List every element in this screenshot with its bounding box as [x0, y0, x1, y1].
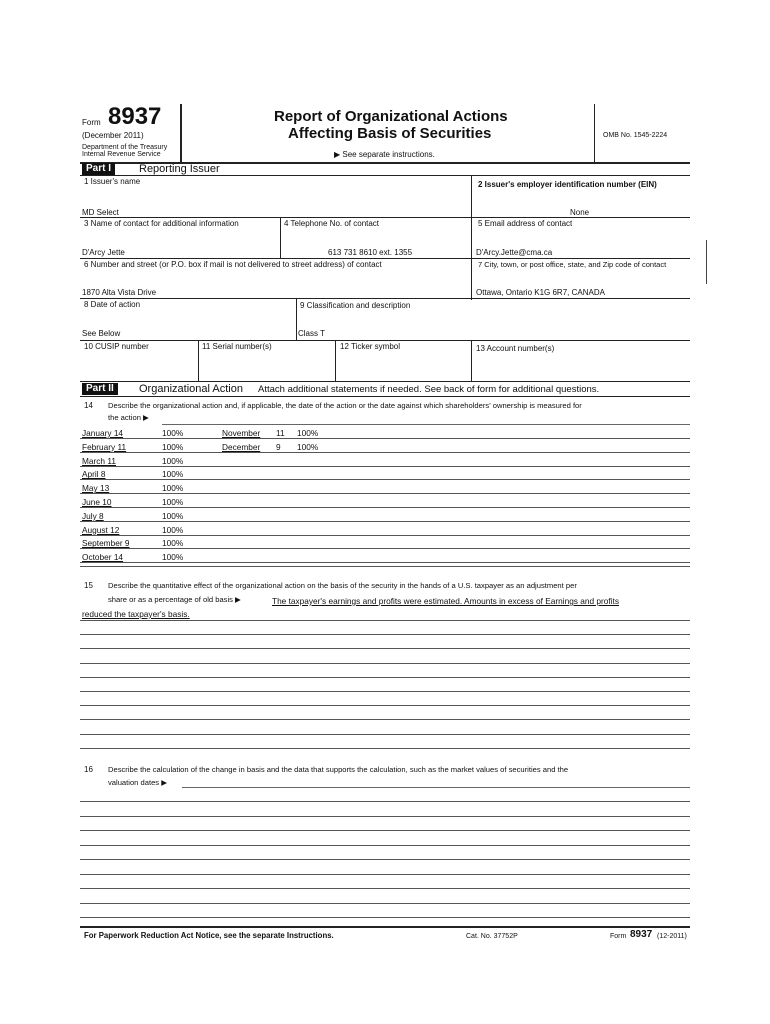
part2-badge: Part II — [82, 383, 118, 395]
answer-line[interactable] — [80, 903, 690, 904]
field-4-value[interactable]: 613 731 8610 ext. 1355 — [328, 248, 413, 257]
answer-line — [80, 521, 690, 522]
field-5-label: 5 Email address of contact — [478, 219, 573, 228]
field-8-value[interactable]: See Below — [82, 329, 121, 338]
field-10-label: 10 CUSIP number — [84, 342, 149, 351]
answer-line — [80, 548, 690, 549]
answer-line — [182, 787, 690, 788]
action-day[interactable]: 9 — [276, 441, 281, 452]
answer-line[interactable] — [80, 859, 690, 860]
form-number: 8937 — [108, 103, 162, 130]
q14-number: 14 — [84, 401, 93, 410]
answer-line[interactable] — [80, 691, 690, 692]
field-divider — [296, 298, 297, 340]
q15-number: 15 — [84, 581, 93, 590]
field-9-value[interactable]: Class T — [298, 329, 325, 338]
action-percent[interactable]: 100% — [162, 441, 184, 452]
action-month[interactable]: December — [222, 441, 261, 452]
see-instructions: ▶ See separate instructions. — [334, 150, 435, 159]
action-percent[interactable]: 100% — [162, 469, 184, 480]
answer-line — [80, 493, 690, 494]
action-percent[interactable]: 100% — [162, 483, 184, 494]
field-6-value[interactable]: 1870 Alta Vista Drive — [82, 288, 157, 297]
answer-line[interactable] — [80, 888, 690, 889]
answer-line[interactable] — [80, 748, 690, 749]
answer-line[interactable] — [80, 917, 690, 918]
field-7-label: 7 City, town, or post office, state, and Zip code of contact — [478, 260, 667, 269]
part2-subtitle: Attach additional statements if needed. See back of form for additional questions. — [258, 384, 600, 395]
form-revision: (December 2011) — [82, 131, 144, 140]
field-divider — [471, 217, 472, 259]
action-date[interactable]: January 14 — [82, 428, 124, 438]
part1-title: Reporting Issuer — [139, 163, 220, 175]
field-divider — [471, 340, 472, 382]
answer-line — [80, 535, 690, 536]
row-rule — [80, 340, 690, 341]
action-date[interactable]: September 9 — [82, 538, 130, 549]
field-5-value[interactable]: D'Arcy.Jette@cma.ca — [476, 248, 553, 257]
answer-line[interactable] — [80, 845, 690, 846]
omb-number: OMB No. 1545-2224 — [603, 132, 668, 139]
part2-title-rule — [80, 396, 690, 397]
action-date[interactable]: August 12 — [82, 524, 120, 535]
answer-line[interactable] — [80, 816, 690, 817]
answer-line[interactable] — [80, 801, 690, 802]
action-date[interactable]: March 11 — [82, 455, 116, 466]
field-divider — [471, 175, 472, 217]
field-2-label: 2 Issuer's employer identification number (EIN) — [478, 180, 657, 189]
field-7-value[interactable]: Ottawa, Ontario K1G 6R7, CANADA — [476, 288, 605, 297]
field-1-value[interactable]: MD Select — [82, 208, 119, 217]
q15-answer-line2[interactable]: reduced the taxpayer's basis. — [82, 609, 190, 619]
field-3-value[interactable]: D'Arcy Jette — [82, 248, 125, 257]
field-4-label: 4 Telephone No. of contact — [284, 219, 380, 228]
action-date[interactable]: April 8 — [82, 469, 106, 480]
answer-line[interactable] — [80, 874, 690, 875]
field-divider — [280, 217, 281, 259]
field-3-label: 3 Name of contact for additional information — [84, 219, 239, 228]
field-2-value[interactable]: None — [570, 208, 590, 217]
action-percent[interactable]: 100% — [297, 428, 319, 438]
field-divider — [471, 258, 472, 300]
answer-line[interactable] — [80, 648, 690, 649]
action-percent[interactable]: 100% — [297, 441, 319, 452]
answer-line[interactable] — [80, 634, 690, 635]
dept-line2: Internal Revenue Service — [82, 151, 161, 158]
header-divider-right — [594, 104, 595, 162]
q14-text-line2: the action ▶ — [108, 413, 149, 422]
q16-number: 16 — [84, 765, 93, 774]
answer-line[interactable] — [80, 677, 690, 678]
dept-line1: Department of the Treasury — [82, 144, 168, 151]
action-day[interactable]: 11 — [276, 428, 285, 438]
q14-text-line1: Describe the organizational action and, if applicable, the date of the action or the date against which shareholders' ownership is measured for — [108, 401, 582, 410]
action-date[interactable]: February 11 — [82, 441, 127, 452]
action-month[interactable]: November — [222, 428, 261, 438]
field-11-label: 11 Serial number(s) — [202, 342, 272, 351]
answer-line[interactable] — [80, 719, 690, 720]
catalog-number: Cat. No. 37752P — [466, 933, 518, 940]
answer-line — [80, 562, 690, 563]
footer-rule — [80, 926, 690, 928]
paperwork-notice: For Paperwork Reduction Act Notice, see the separate Instructions. — [84, 931, 334, 940]
action-percent[interactable]: 100% — [162, 510, 184, 521]
answer-line[interactable] — [80, 620, 690, 621]
field-8-label: 8 Date of action — [84, 300, 141, 309]
answer-line — [162, 424, 690, 425]
q16-text-line1: Describe the calculation of the change in basis and the data that supports the calculation, such as the market values of securities and the — [108, 765, 569, 774]
action-date[interactable]: May 13 — [82, 483, 110, 494]
row-rule — [80, 258, 690, 259]
field-13-label: 13 Account number(s) — [476, 344, 555, 353]
field-12-label: 12 Ticker symbol — [340, 342, 401, 351]
q16-text-line2: valuation dates ▶ — [108, 778, 168, 787]
action-percent[interactable]: 100% — [162, 428, 184, 438]
answer-line — [80, 566, 690, 567]
header-divider-left — [180, 104, 182, 162]
action-percent[interactable]: 100% — [162, 538, 184, 549]
answer-line[interactable] — [80, 705, 690, 706]
form-title-line2: Affecting Basis of Securities — [288, 125, 492, 142]
action-date[interactable]: October 14 — [82, 552, 124, 563]
answer-line[interactable] — [80, 734, 690, 735]
row-rule — [80, 217, 690, 218]
answer-line[interactable] — [80, 830, 690, 831]
q15-text-line1: Describe the quantitative effect of the organizational action on the basis of the security in the hands of a U.S. taxpayer as an adjustment per — [108, 581, 577, 590]
field-9-label: 9 Classification and description — [300, 301, 411, 310]
field-divider — [198, 340, 199, 382]
action-percent[interactable]: 100% — [162, 524, 184, 535]
action-percent[interactable]: 100% — [162, 552, 184, 563]
row-rule — [80, 298, 690, 299]
answer-line — [80, 438, 690, 439]
part1-title-rule — [80, 175, 690, 176]
action-percent[interactable]: 100% — [162, 455, 184, 466]
action-date[interactable]: July 8 — [82, 510, 104, 521]
answer-line — [80, 466, 690, 467]
action-date[interactable]: June 10 — [82, 497, 112, 507]
part1-badge: Part I — [82, 163, 115, 175]
field-1-label: 1 Issuer's name — [84, 177, 141, 186]
form-title-line1: Report of Organizational Actions — [274, 108, 508, 125]
q15-answer-line1[interactable]: The taxpayer's earnings and profits were estimated. Amounts in excess of Earnings and profits — [272, 596, 620, 606]
answer-line[interactable] — [80, 663, 690, 664]
form-word: Form — [82, 118, 101, 127]
answer-line — [80, 452, 690, 453]
q15-text-line2: share or as a percentage of old basis ▶ — [108, 595, 241, 604]
field-divider — [335, 340, 336, 382]
scan-edge-mark — [706, 240, 707, 284]
footer-form-word: Form — [610, 933, 627, 940]
action-percent[interactable]: 100% — [162, 497, 184, 507]
part2-title: Organizational Action — [139, 383, 243, 395]
field-6-label: 6 Number and street (or P.O. box if mail is not delivered to street address) of contact — [84, 260, 382, 269]
answer-line — [80, 507, 690, 508]
answer-line — [80, 479, 690, 480]
row-rule — [80, 381, 690, 382]
footer-form-revision: (12-2011) — [657, 933, 687, 940]
footer-form-number: 8937 — [630, 929, 653, 940]
